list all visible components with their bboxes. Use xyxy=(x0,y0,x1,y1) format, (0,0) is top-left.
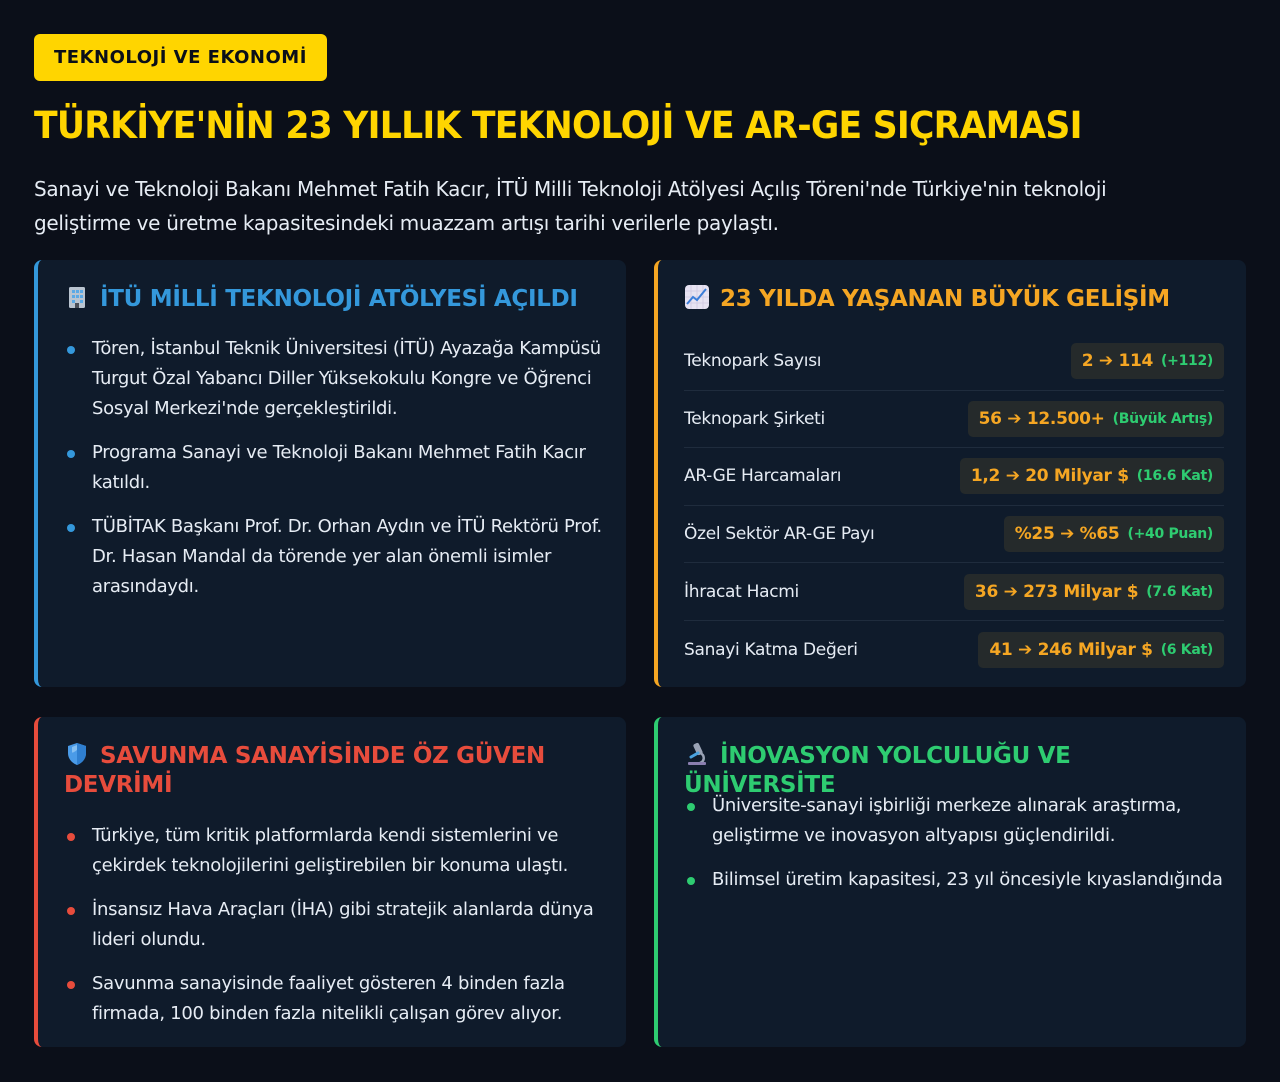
stat-delta: (+40 Puan) xyxy=(1127,526,1213,543)
card-itu-workshop xyxy=(34,260,626,687)
stat-value: 1,2 ➔ 20 Milyar $ xyxy=(970,466,1129,487)
lead-paragraph: Sanayi ve Teknoloji Bakanı Mehmet Fatih Kacır, İTÜ Milli Teknoloji Atölyesi Açılış Töreni'nde Türkiye'nin teknoloji geliştirme ve üretme kapasitesindeki muazzam artışı tarihi verilerle paylaştı. xyxy=(34,177,1107,235)
stat-row xyxy=(684,448,1224,506)
stat-value-pill xyxy=(978,632,1224,668)
list-item: TÜBİTAK Başkanı Prof. Dr. Orhan Aydın ve İTÜ Rektörü Prof. Dr. Hasan Mandal da törende yer alan önemli isimler arasındaydı. xyxy=(64,512,604,602)
stat-row xyxy=(684,621,1224,679)
card-heading xyxy=(684,284,1222,314)
bullet-list xyxy=(64,334,604,616)
chart-increasing-icon xyxy=(684,284,710,310)
stat-label: Teknopark Şirketi xyxy=(684,408,825,429)
stat-value: 2 ➔ 114 xyxy=(1081,351,1154,372)
stat-value-pill xyxy=(964,574,1224,610)
card-title: SAVUNMA SANAYİSİNDE ÖZ GÜVEN DEVRİMİ xyxy=(64,743,545,798)
category-badge: TEKNOLOJİ VE EKONOMİ xyxy=(34,34,327,81)
list-item: Türkiye, tüm kritik platformlarda kendi sistemlerini ve çekirdek teknolojilerini geliştirebilen bir konuma ulaştı. xyxy=(64,821,604,881)
card-growth-stats xyxy=(654,260,1246,687)
stat-value-pill xyxy=(1004,516,1224,552)
stat-value-pill xyxy=(960,458,1224,494)
stat-label: İhracat Hacmi xyxy=(684,581,799,602)
card-heading xyxy=(64,284,602,314)
shield-icon xyxy=(64,741,90,767)
stat-row xyxy=(684,563,1224,621)
office-building-icon xyxy=(64,284,90,310)
stat-value: 36 ➔ 273 Milyar $ xyxy=(974,581,1139,602)
stat-row xyxy=(684,506,1224,564)
stats-table xyxy=(684,333,1224,679)
stat-delta: (6 Kat) xyxy=(1160,641,1213,658)
list-item: Bilimsel üretim kapasitesi, 23 yıl öncesiyle kıyaslandığında xyxy=(684,865,1224,895)
stat-label: Sanayi Katma Değeri xyxy=(684,639,858,660)
stat-delta: (16.6 Kat) xyxy=(1136,468,1213,485)
card-innovation-university xyxy=(654,717,1246,1047)
stat-value-pill xyxy=(968,401,1224,437)
card-heading xyxy=(64,741,602,800)
stat-delta: (Büyük Artış) xyxy=(1112,410,1213,427)
page-title: TÜRKİYE'NİN 23 YILLIK TEKNOLOJİ VE AR-GE SIÇRAMASI xyxy=(34,104,1082,147)
stat-label: Teknopark Sayısı xyxy=(684,351,822,372)
stat-label: AR-GE Harcamaları xyxy=(684,466,842,487)
stat-value: 56 ➔ 12.500+ xyxy=(978,408,1105,429)
stat-label: Özel Sektör AR-GE Payı xyxy=(684,524,875,545)
stat-value-pill xyxy=(1071,343,1224,379)
card-title: İNOVASYON YOLCULUĞU VE ÜNİVERSİTE xyxy=(684,743,1071,798)
list-item: Programa Sanayi ve Teknoloji Bakanı Mehmet Fatih Kacır katıldı. xyxy=(64,438,604,498)
stat-row xyxy=(684,333,1224,391)
stat-row xyxy=(684,391,1224,449)
stat-delta: (7.6 Kat) xyxy=(1146,583,1213,600)
stat-value: 41 ➔ 246 Milyar $ xyxy=(989,639,1153,660)
list-item: Tören, İstanbul Teknik Üniversitesi (İTÜ) Ayazağa Kampüsü Turgut Özal Yabancı Diller Yüksekokulu Kongre ve Öğrenci Sosyal Merkezi'nde gerçekleştirildi. xyxy=(64,334,604,424)
bullet-list xyxy=(64,821,604,1043)
stat-value: %25 ➔ %65 xyxy=(1014,524,1120,545)
card-defense-industry xyxy=(34,717,626,1047)
stat-delta: (+112) xyxy=(1161,353,1213,370)
microscope-icon xyxy=(684,741,710,767)
card-title: İTÜ MİLLİ TEKNOLOJİ ATÖLYESİ AÇILDI xyxy=(100,286,578,312)
list-item: Savunma sanayisinde faaliyet gösteren 4 binden fazla firmada, 100 binden fazla nitelikli çalışan görev alıyor. xyxy=(64,969,604,1029)
bullet-list xyxy=(684,791,1224,909)
card-title: 23 YILDA YAŞANAN BÜYÜK GELİŞİM xyxy=(720,286,1170,312)
list-item: İnsansız Hava Araçları (İHA) gibi stratejik alanlarda dünya lideri olundu. xyxy=(64,895,604,955)
list-item: Üniversite-sanayi işbirliği merkeze alınarak araştırma, geliştirme ve inovasyon altyapısı güçlendirildi. xyxy=(684,791,1224,851)
